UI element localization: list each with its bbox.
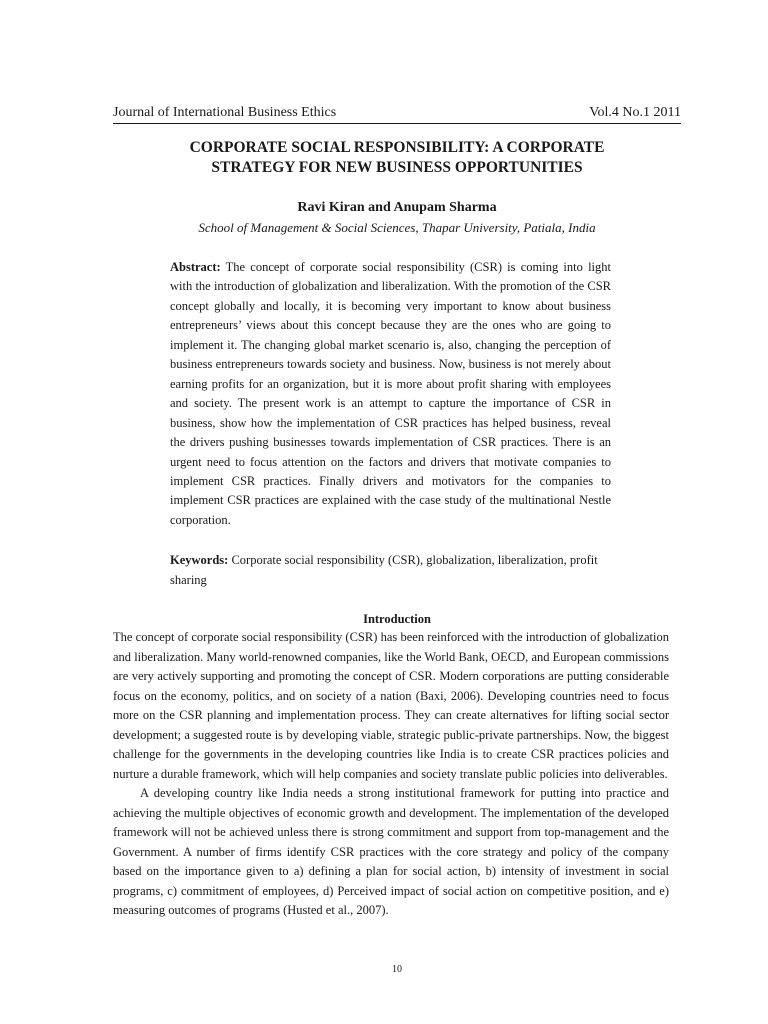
abstract-text: The concept of corporate social responsibility (CSR) is coming into light with the introduction of globalization and liberalization. With the promotion of the CSR concept globally and locally, it is becoming very important to know about business entrepreneurs’ views about this concept because they are the ones who are going to implement it. The changing global market scenario is, also, changing the perception of business entrepreneurs towards society and business. Now, business is not merely about earning profits for an organization, but it is more about profit sharing with employees and society. The present work is an attempt to capture the importance of CSR in business, show how the implementation of CSR practices has helped business, reveal the drivers pushing businesses towards implementation of CSR practices. There is an urgent need to focus attention on the factors and drivers that motivate companies to implement CSR practices. Finally drivers and motivators for the companies to implement CSR practices are explained with the case study of the multinational Nestle corporation. <box>170 260 611 527</box>
introduction-body <box>113 628 669 921</box>
running-header <box>113 104 681 124</box>
journal-name: Journal of International Business Ethics <box>113 105 337 120</box>
keywords-text: Corporate social responsibility (CSR), globalization, liberalization, profit sharing <box>170 553 598 587</box>
authors: Ravi Kiran and Anupam Sharma <box>297 200 497 215</box>
affiliation: School of Management & Social Sciences, Thapar University, Patiala, India <box>198 220 596 235</box>
title-line-2: STRATEGY FOR NEW BUSINESS OPPORTUNITIES <box>211 159 583 176</box>
paper-title <box>113 138 681 178</box>
title-line-1: CORPORATE SOCIAL RESPONSIBILITY: A CORPORATE <box>189 139 605 156</box>
intro-paragraph-1: The concept of corporate social responsibility (CSR) has been reinforced with the introduction of globalization and liberalization. Many world-renowned companies, like the World Bank, OECD, and European commissions are very actively supporting and promoting the concept of CSR. Modern corporations are putting considerable focus on the economy, politics, and on society of a nation (Baxi, 2006). Developing countries need to focus more on the CSR planning and implementation process. They can create alternatives for lifting social sector development; a suggested route is by developing viable, strategic public-private partnerships. Now, the biggest challenge for the governments in the developing countries like India is to create CSR practices policies and nurture a durable framework, which will help companies and society translate public policies into deliverables. <box>113 630 669 781</box>
keywords <box>170 551 611 590</box>
page-number: 10 <box>392 964 402 975</box>
volume-info: Vol.4 No.1 2011 <box>589 105 681 120</box>
keywords-label: Keywords: <box>170 553 229 567</box>
intro-paragraph-2: A developing country like India needs a strong institutional framework for putting into practice and achieving the multiple objectives of economic growth and development. The implementation of the developed framework will not be achieved unless there is strong commitment and support from top-management and the Government. A number of firms identify CSR practices with the core strategy and policy of the company based on the importance given to a) defining a plan for social action, b) intensity of investment in social programs, c) commitment of employees, d) Perceived impact of social action on competitive position, and e) measuring outcomes of programs (Husted et al., 2007). <box>113 786 669 917</box>
section-heading-introduction: Introduction <box>363 612 431 626</box>
abstract <box>170 258 611 530</box>
abstract-label: Abstract: <box>170 260 221 274</box>
